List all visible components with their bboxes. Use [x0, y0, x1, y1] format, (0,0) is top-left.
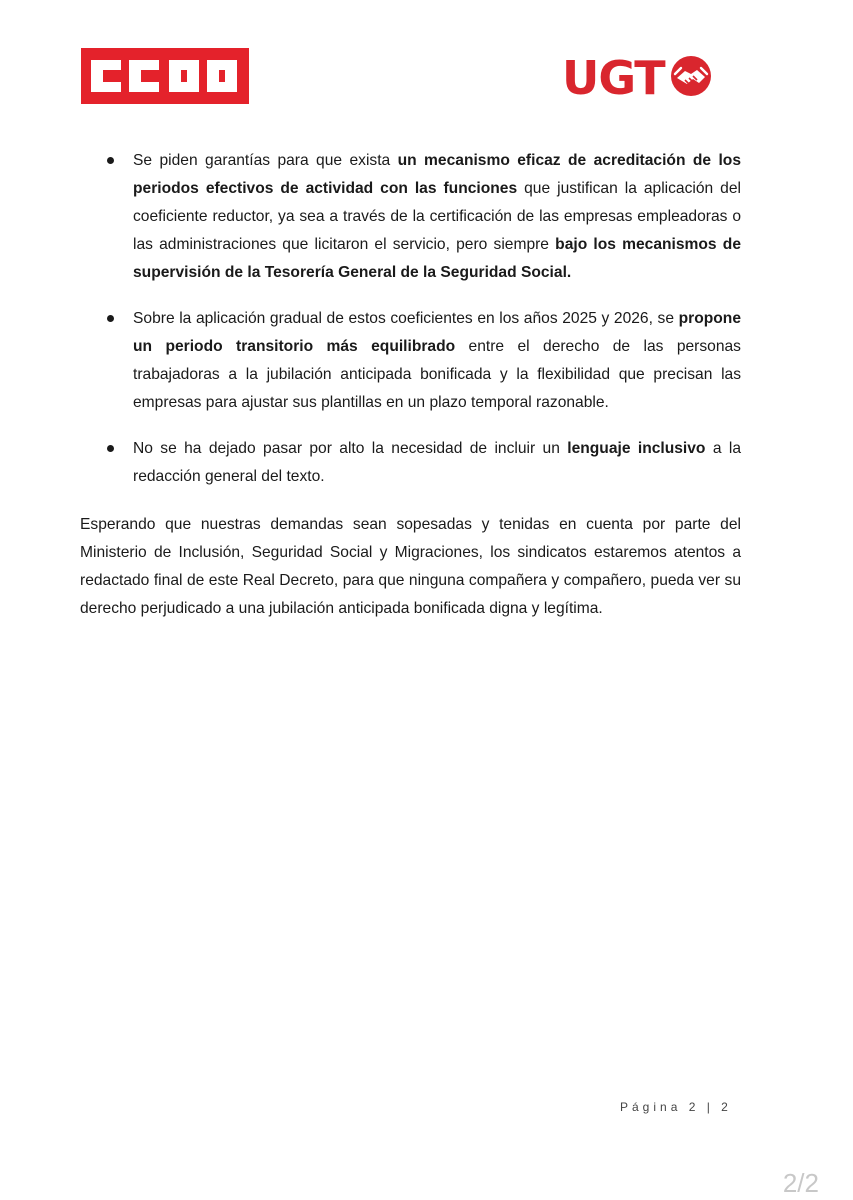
- document-body: [80, 147, 741, 623]
- bullet-item: [80, 435, 741, 491]
- bullet-bold-text: bajo los mecanismos de supervisión de la Tesorería General de la Seguridad Social.: [133, 236, 741, 281]
- ccoo-logo: [81, 48, 249, 104]
- bullet-text: Sobre la aplicación gradual de estos coeficientes en los años 2025 y 2026, se: [133, 310, 679, 327]
- bullet-icon: [107, 157, 114, 164]
- bullet-text: No se ha dejado pasar por alto la necesidad de incluir un: [133, 440, 568, 457]
- closing-paragraph: Esperando que nuestras demandas sean sopesadas y tenidas en cuenta por parte del Ministerio de Inclusión, Seguridad Social y Migraciones, los sindicatos estaremos atentos a redactado final de este Real Decreto, para que ninguna compañera y compañero, pueda ver su derecho perjudicado a una jubilación anticipada bonificada digna y legítima.: [80, 516, 741, 617]
- ccoo-logo-letters: [87, 56, 243, 96]
- bullet-text: entre el derecho de las personas trabajadoras a la jubilación anticipada bonificada y la flexibilidad que precisan las empresas para ajustar sus plantillas en un plazo temporal razonable.: [133, 338, 741, 411]
- page-counter: 2/2: [782, 1168, 819, 1198]
- bullet-item: [80, 147, 741, 287]
- bullet-bold-text: lenguaje inclusivo: [567, 440, 706, 457]
- bullet-text: a la redacción general del texto.: [133, 440, 741, 485]
- bullet-text: que justifican la aplicación del coeficiente reductor, ya sea a través de la certificación de las empresas empleadoras o las administraciones que licitaron el servicio, pero siempre: [133, 180, 741, 253]
- bullet-list: [80, 147, 741, 491]
- bullet-icon: [107, 315, 114, 322]
- ugt-logo-text: UGT: [562, 51, 665, 105]
- page-footer: Página 2 | 2: [620, 1100, 732, 1114]
- bullet-icon: [107, 445, 114, 452]
- bullet-bold-text: un mecanismo eficaz de acreditación de los periodos efectivos de actividad con las funciones: [133, 152, 741, 197]
- bullet-text: Se piden garantías para que exista: [133, 152, 398, 169]
- bullet-item: [80, 305, 741, 417]
- handshake-icon: [669, 54, 713, 103]
- ugt-logo: [562, 51, 713, 105]
- bullet-bold-text: propone un periodo transitorio más equilibrado: [133, 310, 741, 355]
